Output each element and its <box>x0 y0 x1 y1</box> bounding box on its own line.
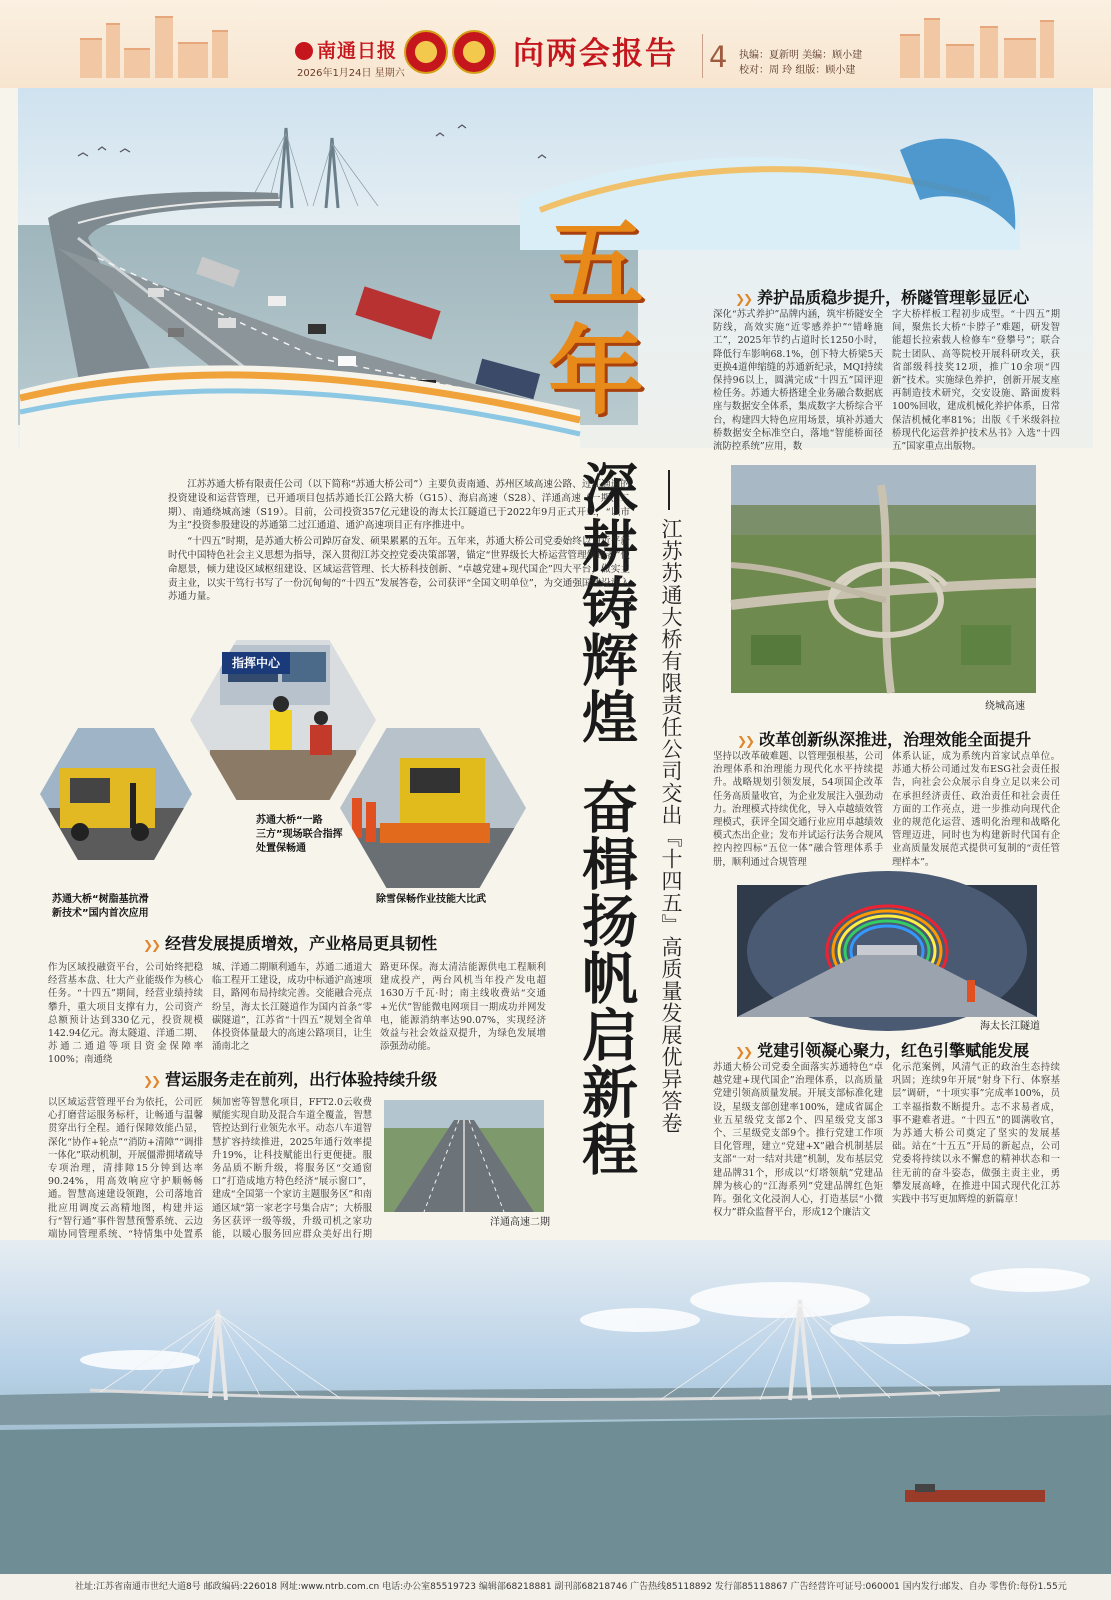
editor-line-1: 执编：夏新明 美编：顾小建 <box>739 50 863 61</box>
interchange-photo <box>731 465 1036 693</box>
section-column: 字大桥样板工程初步成型。“十四五”期间，聚焦长大桥“卡脖子”难题，研发智能超长拉索载人检修车“登攀号”；联合院士团队、高等院校开展科研攻关，获省部级科技奖12项，推广10余项“四新”技术。实施绿色养护，创新开展支座再制造技术研究，交安设施、路面废料100%回收，建成机械化养护体系，日常保洁机械化率81%；出版《千米级斜拉桥现代化运营养护技术丛书》入选“十四五”国家重点出版物。 <box>892 309 1060 453</box>
yangtong-highway-photo <box>384 1100 544 1212</box>
photo-caption: 除雪保畅作业技能大比武 <box>376 894 486 905</box>
logo-seal-icon <box>295 42 313 60</box>
tunnel-photo <box>737 885 1037 1017</box>
headline-line-2: 奋楫扬帆启新程 <box>573 778 639 1177</box>
footer-info: 社址:江苏省南通市世纪大道8号 邮政编码:226018 网址:www.ntrb.com.cn 电话:办公室85519723 编辑部68218881 副刊部68218746 广告热线85118892 发行部85118867 广告经营许可证号:060001 国内发行:邮发、自办 零售价:每份1.55元 <box>0 1574 1111 1600</box>
section-heading: ❯❯ 养护品质稳步提升，桥隧管理彰显匠心 <box>735 288 1030 307</box>
hex-photo-resin <box>40 728 192 860</box>
section-column: 深化“苏式养护”品牌内涵，筑牢桥隧安全防线，高效实施“近零感养护”“错峰施工”，2025年节约占道时长1250小时，降低行车影响68.1%，创下特大桥梁5天更换4道伸缩缝的苏通新纪录，MQI持续保持96以上，圆满完成“十四五”国评迎检任务。苏通大桥搭建全业务融合数据底座与数据安全体系，集成数字大桥综合平台，构建四大特色应用场景，填补苏通大桥数据安全标准空白，落地“智能桥面径流防控系统”应用，数 <box>713 309 883 453</box>
city-skyline-left <box>60 8 260 78</box>
photo-caption: 洋通高速二期 <box>490 1217 550 1228</box>
section-heading: ❯❯ 改革创新纵深推进，治理效能全面提升 <box>737 730 1032 749</box>
headline-subtitle: 江苏苏通大桥有限责任公司交出『十四五』高质量发展优异答卷 <box>659 518 683 1134</box>
subtitle-dash <box>668 470 670 510</box>
national-emblem-icon <box>404 30 448 74</box>
section-column: 坚持以改革破难题、以管理强根基，公司治理体系和治理能力现代化水平持续提升。战略规划引领发展，54项国企改革任务高质量收官，为企业发展注入强劲动力。治理模式持续优化，导入卓越绩效管理模式，获评全国交通行业应用卓越绩效模式杰出企业；发布并试运行法务合规风控内控四标“五位一体”融合管理体系手册，顺利通过合规管理 <box>713 751 883 868</box>
bridge-panorama <box>0 1240 1111 1574</box>
section-column: 以区域运营管理平台为依托，公司匠心打磨营运服务标杆，让畅通与温馨贯穿出行全程。通行保障效能凸显，深化“协作+轮点”“消防+清障”“调排一体化”联动机制，开展僵滞拥堵疏导专项治理，清排障15分钟到达率90.24%，用高效响应守护顺畅畅通。智慧高速建设领跑，公司落地首批应用调度云高精地图，构建并运行“智行通”事件智慧预警系统、云边端协同管理系统、“特情集中处置系 <box>48 1097 203 1241</box>
divider <box>702 34 703 78</box>
photo-caption: 绕城高速 <box>985 701 1025 712</box>
section-heading: ❯❯ 营运服务走在前列，出行体验持续升级 <box>143 1070 438 1089</box>
command-center-sign: 指挥中心 <box>222 652 290 674</box>
section-column: 作为区域投融资平台，公司始终把稳经营基本盘、壮大产业能级作为核心任务。“十四五”期间，经营业绩持续攀升，重大项目支撑有力，公司资产总额预计达到330亿元，投资规模142.94亿元。海太隧道、洋通二期、苏通二通道等项目资金保障率100%；南通绕 <box>48 962 203 1066</box>
masthead <box>0 0 1111 88</box>
section-column: 路更环保。海太清洁能源供电工程顺利建成投产，两台风机当年投产发电超1630万千瓦·时；南主线收费站“交通+光伏”智能微电网项目一期成功并网发电，能源消纳率达90.07%，实现经济效益与社会效益双提升，为绿色发展增添强劲动能。 <box>380 962 546 1053</box>
issue-date: 2026年1月24日 星期六 <box>297 68 405 79</box>
photo-caption: 苏通大桥“一路 三方”现场联合指挥 处置保畅通 <box>256 815 343 854</box>
arrow-marker-icon: ❯❯ <box>737 734 754 748</box>
section-heading: ❯❯ 党建引领凝心聚力，红色引擎赋能发展 <box>735 1041 1030 1060</box>
section-column: 频加密等智慧化项目，FFT2.0云收费赋能实现自助及混合车道全覆盖，智慧管控达到行业领先水平。动态八车道智慧扩容持续推进，2025年通行效率提升19%，让科技赋能出行更便捷。服务品质不断升级，将服务区“交通窗口”打造成地方特色经济“展示窗口”，建成“全国第一个家访主题服务区”和南通区域“第一家老字号集合店”；大桥服务区获评一级等级，升级司机之家功能，以暖心服务回应群众美好出行期 <box>212 1097 372 1241</box>
photo-caption: 海太长江隧道 <box>980 1021 1040 1032</box>
photo-caption: 苏通大桥“树脂基抗滑 新技术”国内首次应用 <box>52 894 149 919</box>
intro-paragraph: “十四五”时期，是苏通大桥公司踔厉奋发、硕果累累的五年。五年来，苏通大桥公司党委始终以习近平新时代中国特色社会主义思想为指导，深入贯彻江苏交控党委决策部署，锚定“世界级长大桥运营管理领跑者”使命愿景，倾力建设区域枢纽建设、区域运营管理、长大桥科技创新、“卓越党建+现代国企”四大平台，做实主责主业，以实干笃行书写了一份沉甸甸的“十四五”发展答卷，公司获评“全国文明单位”，为交通强国建设注入苏通力量。 <box>168 536 630 603</box>
big-char-1: 五 <box>548 207 644 320</box>
section-heading: ❯❯ 经营发展提质增效，产业格局更具韧性 <box>143 934 438 953</box>
city-skyline-right <box>880 8 1080 78</box>
hex-photo-snow <box>340 728 526 888</box>
section-column: 体系认证，成为系统内首家试点单位。苏通大桥公司通过发布ESG社会责任报告，向社会公众展示自身立足以来公司在承担经济责任、政治责任和社会责任方面的工作亮点，进一步推动向现代企业的规范化运营、透明化治理和战略化管理迈进，同时也为构建新时代国有企业高质量发展范式提供可复制的“责任管理样本”。 <box>892 751 1060 868</box>
section-column: 化示范案例，风清气正的政治生态持续巩固；连续9年开展“射身下行、体察基层”调研，“十项实事”完成率100%，员工幸福指数不断提升。志不求易者成，事不避难者进。“十四五”的圆满收官，为苏通大桥公司奠定了坚实的发展基础。站在“十五五”开局的新起点，公司党委将持续以永不懈怠的精神状态和一往无前的奋斗姿态，做强主责主业，勇攀发展高峰，在推进中国式现代化江苏实践中书写更加辉煌的新篇章！ <box>892 1062 1060 1206</box>
arrow-marker-icon: ❯❯ <box>143 938 160 952</box>
editor-line-2: 校对：周 玲 组版：顾小建 <box>739 65 856 76</box>
five-years-title <box>548 207 688 450</box>
section-title: 向两会报告 <box>513 36 678 72</box>
orange-wave-decoration <box>20 350 580 480</box>
headline-line-1: 深耕铸辉煌 <box>573 460 639 745</box>
intro-paragraph: 江苏苏通大桥有限责任公司（以下简称“苏通大桥公司”）主要负责南通、苏州区域高速公路、过江通道的投资建设和运营管理，已开通项目包括苏通长江公路大桥（G15）、海启高速（S28）、洋通高速（一期、二期）、南通绕城高速（S19）。目前，公司投资357亿元建设的海太长江隧道已于2022年9月正式开工，“以市为主”投资参股建设的苏通第二过江通道、通沪高速项目正有序推进中。 <box>168 479 630 532</box>
arrow-marker-icon: ❯❯ <box>735 1045 752 1059</box>
page-number: 4 <box>709 40 728 74</box>
party-emblem-icon <box>452 30 496 74</box>
arrow-marker-icon: ❯❯ <box>735 292 752 306</box>
arrow-marker-icon: ❯❯ <box>143 1074 160 1088</box>
intro-text <box>168 478 630 606</box>
big-char-2: 年 <box>548 315 644 428</box>
section-column: 城、洋通二期顺利通车，苏通二通道大临工程开工建设，成功中标通沪高速项目，路网布局持续完善。交能融合亮点纷呈，海太长江隧道作为国内首条“零碳隧道”，江苏省“十四五”规划全省单体投资体量最大的高速公路项目，让生涌南北之 <box>212 962 372 1053</box>
section-column: 苏通大桥公司党委全面落实苏通特色“卓越党建+现代国企”治理体系，以高质量党建引领高质量发展。开展支部标准化建设，星级支部创建率100%，建成省属企业五星级党支部2个、四星级党支部3个、三星级党支部9个。推行党建工作项目化管理，建立“党建+X”融合机制基层支部“一对一结对共建”机制，发布基层党建品牌31个，形成以“灯塔领航”党建品牌为核心的“江海系列”党建品牌红色矩阵。强化文化浸润人心，打造基层“小微权力”群众监督平台，形成12个廉洁文 <box>713 1062 883 1219</box>
newspaper-logo: 南通日报 <box>295 36 397 63</box>
